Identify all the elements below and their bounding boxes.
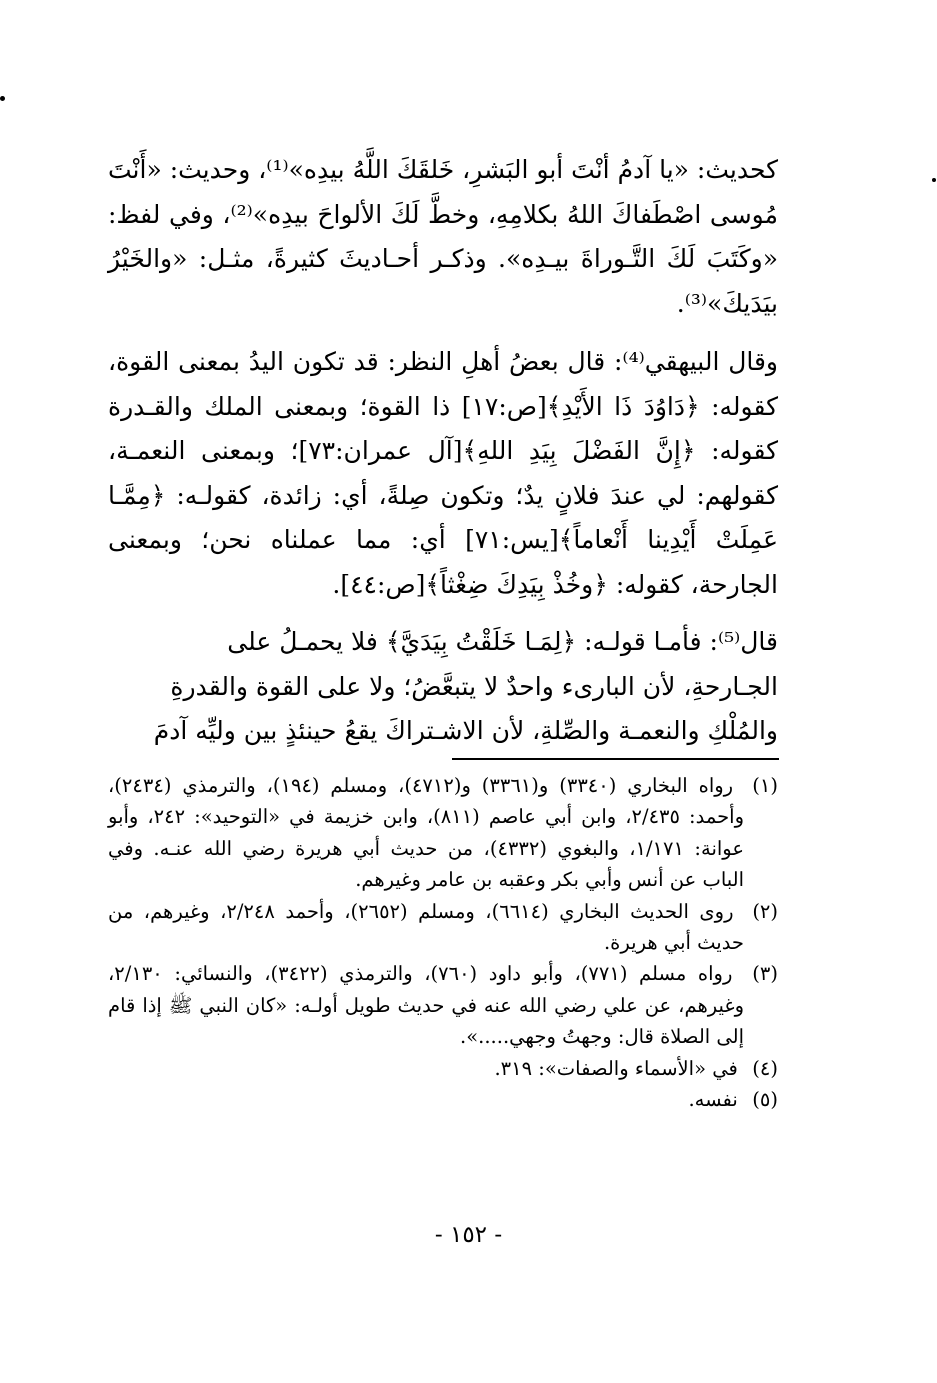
body-paragraph-1: كحديث: «يا آدمُ أنْتَ أبو البَشرِ، خَلقَكَ اللَّهُ بيدِه»⁽¹⁾، وحديث: «أَنْتَ مُوسى اصْطَفاكَ اللهُ بكلامِهِ، وخطَّ لَكَ الألواحَ بيدِه»⁽²⁾، وفي لفظ: «وكَتَبَ لَكَ التَّـوراةَ بيـدِه». وذكـر أحـاديثَ كثيرةً، مثـل: «والخَيْرُ بيَدَيكَ»⁽³⁾. bbox=[108, 155, 779, 318]
footnote-1 bbox=[108, 770, 778, 896]
footnote-4 bbox=[108, 1053, 778, 1084]
paragraph-line: قال⁽⁵⁾: فأمـا قولـه: ﴿لِمَـا خَلَقْتُ بِيَدَيَّ﴾ فلا يحمـلُ على bbox=[227, 627, 778, 656]
footnote-2 bbox=[108, 896, 778, 959]
footnotes bbox=[108, 770, 778, 1115]
footnote-text: رواه البخاري (٣٣٤٠) و(٣٣٦١) و(٤٧١٢)، ومسلم (١٩٤)، والترمذي (٢٤٣٤)، وأحمد: ٢/٤٣٥، وابن أبي عاصم (٨١١)، وابن خزيمة في «التوحيد»: ٢٤٢، وأبو عوانة: ١/١٧١، والبغوي (٤٣٣٢)، من حديث أبي هريرة رضي الله عنـه. وفي الباب عن أنس وأبي بكر وعقبه بن عامر وغيرهم. bbox=[108, 774, 745, 892]
footnote-number: (٢) bbox=[752, 899, 779, 923]
footnote-text: روى الحديث البخاري (٦٦١٤)، ومسلم (٢٦٥٢)، وأحمد ٢/٢٤٨، وغيرهم، من حديث أبي هريرة. bbox=[108, 899, 744, 955]
paragraph-line: الجـارحةِ، لأن البارىء واحدٌ لا يتبعَّضُ؛ ولا على القوة والقدرةِ bbox=[170, 671, 778, 701]
body-paragraph-2: وقال البيهقي⁽⁴⁾: قال بعضُ أهلِ النظر: قد تكون اليدُ بمعنى القوة، كقوله: ﴿دَاوُدَ ذَا الأَيْدِ﴾[ص:١٧] ذا القوة؛ وبمعنى الملك والقـدرة كقوله: ﴿إِنَّ الفَضْلَ بِيَدِ اللهِ﴾[آل عمران:٧٣]؛ وبمعنى النعمـة، كقولهم: لي عندَ فلانٍ يدٌ؛ وتكون صِلةً، أي: زائدة، كقولـه: ﴿مِمَّـا عَمِلَتْ أَيْدِينا أَنْعاماً﴾[يس:٧١] أي: مما عملناه نحن؛ وبمعنى الجارحة، كقوله: ﴿وخُذْ بِيَدِكَ ضِغْثاً﴾[ص:٤٤]. bbox=[108, 347, 779, 599]
footnote-5 bbox=[108, 1084, 778, 1115]
footnote-separator bbox=[452, 758, 779, 760]
paragraph-line: والمُلْكِ والنعمـة والصِّلةِ، لأن الاشـتراكَ يقعُ حينئذٍ بين وليِّه آدمَ bbox=[153, 716, 778, 746]
scan-speck bbox=[932, 178, 936, 182]
footnote-number: (٥) bbox=[752, 1088, 778, 1112]
footnote-number: (١) bbox=[752, 774, 778, 797]
footnote-text: في «الأسماء والصفات»: ٣١٩. bbox=[494, 1056, 738, 1080]
footnote-number: (٣) bbox=[752, 962, 778, 986]
footnote-text: رواه مسلم (٧٧١)، وأبو داود (٧٦٠)، والترمذي (٣٤٢٢)، والنسائي: ٢/١٣٠، وغيرهم، عن علي رضي الله عنه في حديث طويل أولـه: «كان النبي ﷺ إذا قام إلى الصلاة قال: وجهتُ وجهي.....». bbox=[108, 962, 744, 1049]
footnote-number: (٤) bbox=[752, 1056, 778, 1080]
scan-speck bbox=[0, 96, 5, 101]
footnote-text: نفسه. bbox=[688, 1088, 738, 1112]
page-number: - ١٥٢ - bbox=[434, 1222, 503, 1248]
footnote-3 bbox=[108, 958, 778, 1052]
body-paragraph-3 bbox=[108, 620, 778, 754]
